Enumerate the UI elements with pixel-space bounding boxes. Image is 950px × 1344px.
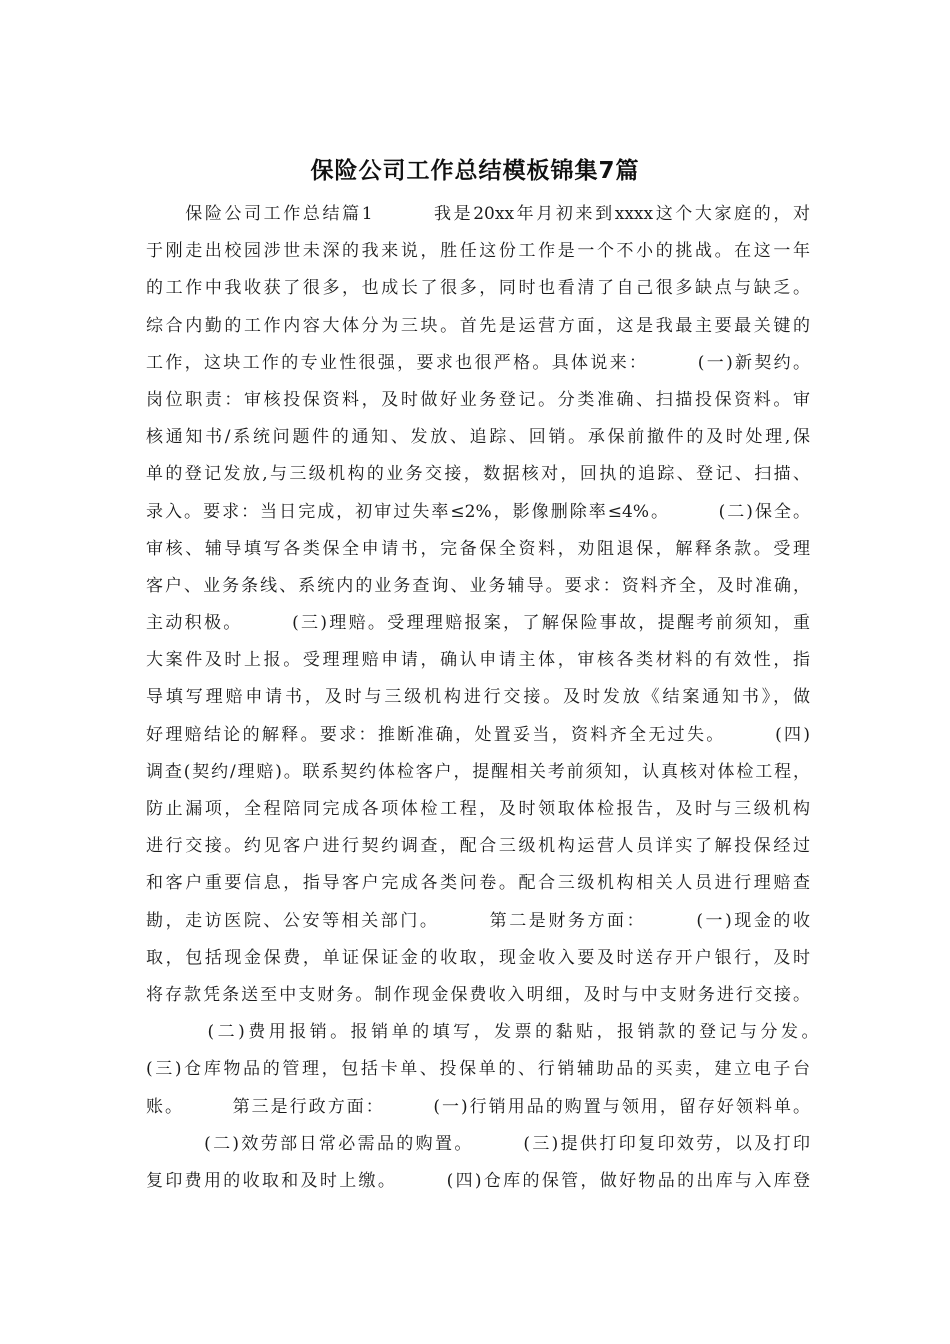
document-title: 保险公司工作总结模板锦集7篇: [310, 158, 640, 184]
body-line: 大案件及时上报。受理理赔申请，确认申请主体，审核各类材料的有效性，指: [146, 650, 810, 671]
body-line: 客户、业务条线、系统内的业务查询、业务辅导。要求：资料齐全，及时准确，: [146, 575, 810, 596]
body-line: 核通知书/系统问题件的通知、发放、追踪、回销。承保前撤件的及时处理,保: [146, 427, 810, 448]
body-line: 勘，走访医院、公安等相关部门。 第二是财务方面： (一)现金的收: [146, 910, 810, 931]
document-body: [146, 196, 861, 1200]
body-line: 进行交接。约见客户进行契约调查，配合三级机构运营人员详实了解投保经过: [146, 836, 810, 857]
body-line: 的工作中我收获了很多，也成长了很多，同时也看清了自己很多缺点与缺乏。: [146, 278, 810, 299]
body-line: 综合内勤的工作内容大体分为三块。首先是运营方面，这是我最主要最关键的: [146, 315, 810, 336]
body-line: 录入。要求：当日完成，初审过失率≤2%，影像删除率≤4%。 (二)保全。: [146, 501, 810, 522]
body-line: 保险公司工作总结篇1 我是20xx年月初来到xxxx这个大家庭的，对: [146, 204, 810, 224]
body-line: (二)费用报销。报销单的填写，发票的黏贴，报销款的登记与分发。: [146, 1022, 861, 1043]
body-line: 账。 第三是行政方面： (一)行销用品的购置与领用，留存好领料单。: [146, 1096, 810, 1117]
body-line: 岗位职责：审核投保资料，及时做好业务登记。分类准确、扫描投保资料。审: [146, 389, 810, 410]
body-line: 于刚走出校园涉世未深的我来说，胜任这份工作是一个不小的挑战。在这一年: [146, 241, 810, 262]
body-line: 单的登记发放,与三级机构的业务交接，数据核对，回执的追踪、登记、扫描、: [146, 464, 810, 485]
body-line: 和客户重要信息，指导客户完成各类问卷。配合三级机构相关人员进行理赔查: [146, 873, 810, 894]
body-line: 调查(契约/理赔)。联系契约体检客户，提醒相关考前须知，认真核对体检工程，: [146, 761, 810, 782]
body-line: 主动积极。 (三)理赔。受理理赔报案，了解保险事故，提醒考前须知，重: [146, 613, 810, 634]
body-line: 防止漏项，全程陪同完成各项体检工程，及时领取体检报告，及时与三级机构: [146, 799, 810, 819]
body-line: (三)仓库物品的管理，包括卡单、投保单的、行销辅助品的买卖，建立电子台: [146, 1059, 810, 1080]
body-line: (二)效劳部日常必需品的购置。 (三)提供打印复印效劳，以及打印: [146, 1133, 810, 1154]
body-line: 审核、辅导填写各类保全申请书，完备保全资料，劝阻退保，解释条款。受理: [146, 538, 810, 559]
body-line: 好理赔结论的解释。要求：推断准确，处置妥当，资料齐全无过失。 (四): [146, 724, 810, 745]
body-line: 工作，这块工作的专业性很强，要求也很严格。具体说来： (一)新契约。: [146, 352, 810, 373]
body-line: 导填写理赔申请书，及时与三级机构进行交接。及时发放《结案通知书》，做: [146, 687, 810, 708]
body-line: 复印费用的收取和及时上缴。 (四)仓库的保管，做好物品的出库与入库登: [146, 1170, 810, 1191]
body-line: 将存款凭条送至中支财务。制作现金保费收入明细，及时与中支财务进行交接。: [146, 984, 810, 1005]
body-line: 取，包括现金保费，单证保证金的收取，现金收入要及时送存开户银行，及时: [146, 947, 810, 968]
